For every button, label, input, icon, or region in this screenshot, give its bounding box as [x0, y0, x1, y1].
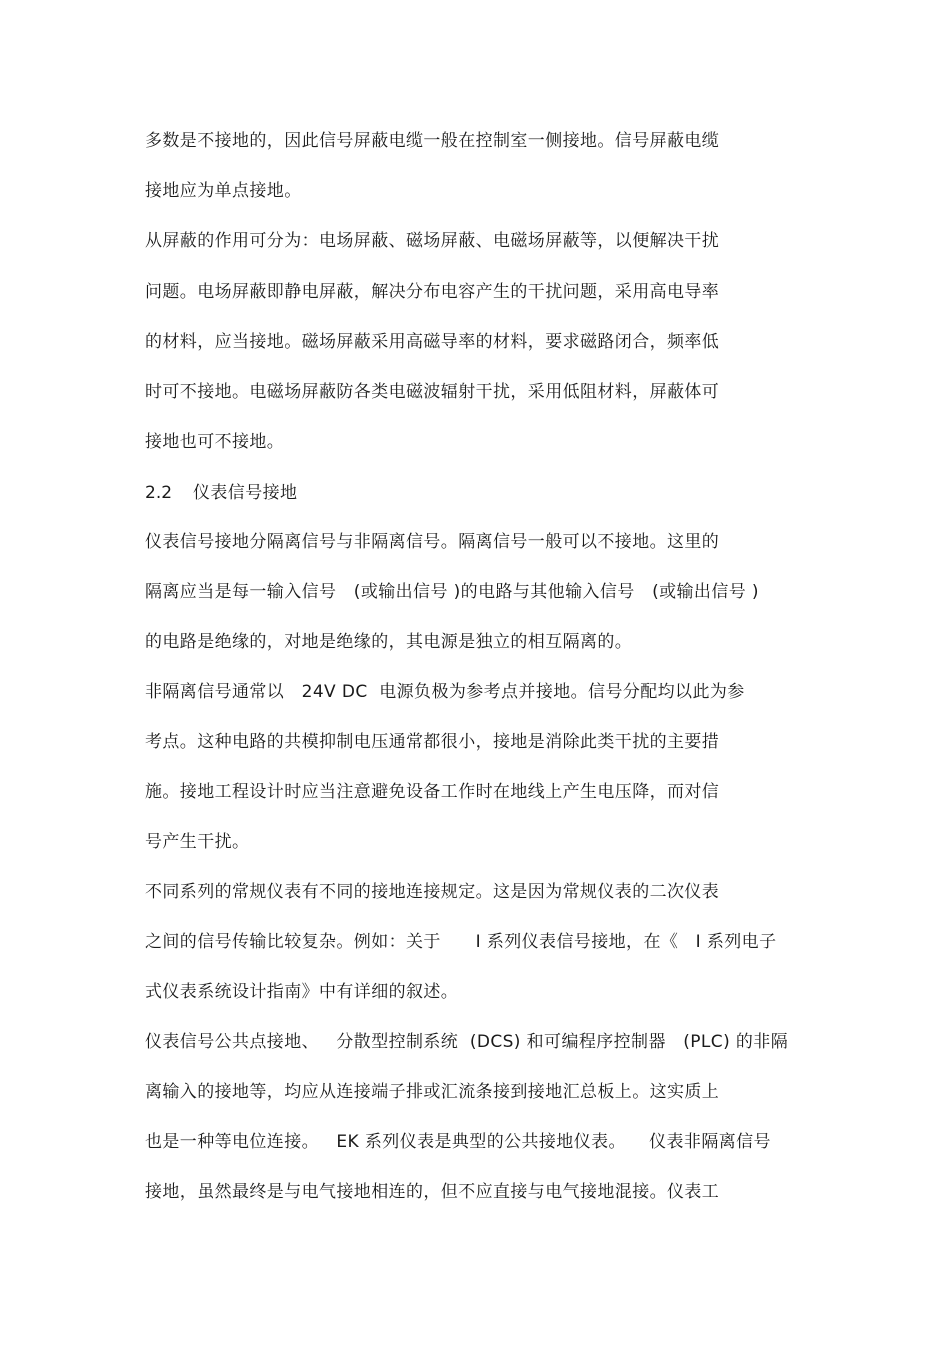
text-line: 接地也可不接地。: [145, 432, 285, 452]
text-line: 多数是不接地的，因此信号屏蔽电缆一般在控制室一侧接地。信号屏蔽电缆: [145, 131, 720, 151]
section-title: 仪表信号接地: [193, 483, 298, 503]
section-number: 2.2: [145, 483, 173, 503]
text-line: 接地应为单点接地。: [145, 181, 302, 201]
text-line: 时可不接地。电磁场屏蔽防各类电磁波辐射干扰，采用低阻材料，屏蔽体可: [145, 382, 720, 402]
text-line: 接地，虽然最终是与电气接地相连的，但不应直接与电气接地混接。仪表工: [145, 1182, 720, 1202]
text-line: 式仪表系统设计指南》中有详细的叙述。: [145, 982, 459, 1002]
text-line: 离输入的接地等，均应从连接端子排或汇流条接到接地汇总板上。这实质上: [145, 1082, 720, 1102]
text-line: 问题。电场屏蔽即静电屏蔽，解决分布电容产生的干扰问题，采用高电导率: [145, 282, 720, 302]
text-line: 考点。这种电路的共模抑制电压通常都很小，接地是消除此类干扰的主要措: [145, 732, 720, 752]
text-line: 之间的信号传输比较复杂。例如：关于 I 系列仪表信号接地，在《 I 系列电子: [145, 932, 777, 952]
text-line: 的材料，应当接地。磁场屏蔽采用高磁导率的材料，要求磁路闭合，频率低: [145, 332, 720, 352]
text-line: 仪表信号接地分隔离信号与非隔离信号。隔离信号一般可以不接地。这里的: [145, 532, 720, 552]
text-line: 从屏蔽的作用可分为：电场屏蔽、磁场屏蔽、电磁场屏蔽等，以便解决干扰: [145, 231, 720, 251]
text-line: 仪表信号公共点接地、 分散型控制系统 (DCS) 和可编程序控制器 (PLC) 的非隔: [145, 1032, 789, 1052]
text-line: 的电路是绝缘的，对地是绝缘的，其电源是独立的相互隔离的。: [145, 632, 633, 652]
text-line: 也是一种等电位连接。 EK 系列仪表是典型的公共接地仪表。 仪表非隔离信号: [145, 1132, 771, 1152]
text-line: 施。接地工程设计时应当注意避免设备工作时在地线上产生电压降，而对信: [145, 782, 720, 802]
text-line: 不同系列的常规仪表有不同的接地连接规定。这是因为常规仪表的二次仪表: [145, 882, 720, 902]
text-line: 号产生干扰。: [145, 832, 250, 852]
text-line: 非隔离信号通常以 24V DC 电源负极为参考点并接地。信号分配均以此为参: [145, 682, 745, 702]
text-line: 隔离应当是每一输入信号 (或输出信号 )的电路与其他输入信号 (或输出信号 ): [145, 582, 759, 602]
